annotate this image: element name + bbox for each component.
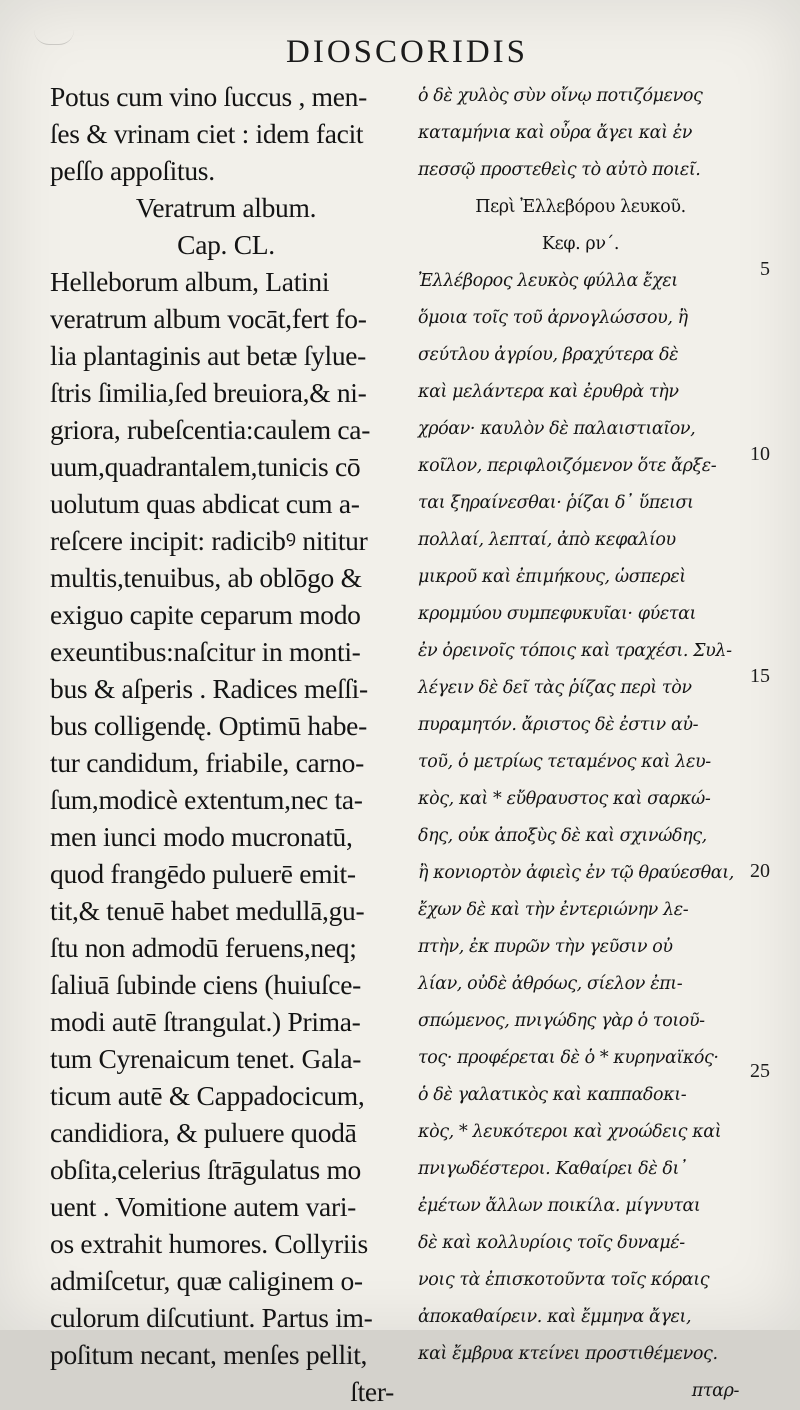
latin-line: Helleborum album, Latini [50,266,330,297]
page-edge-mark [34,30,74,45]
latin-line: os extrahit humores. Collyriis [50,1228,368,1259]
greek-line: δὲ καὶ κολλυρίοις τοῖς δυναμέ- [418,1233,685,1253]
greek-line: Κεφ. ρν´. [541,234,620,254]
latin-line: ſum,modicè extentum,nec ta- [50,784,363,815]
running-head: DIOSCORIDIS [286,34,529,70]
latin-line: ſtu non admodū feruens,neq; [50,932,357,963]
latin-line: exiguo capite ceparum modo [50,599,361,630]
latin-line: reſcere incipit: radicibꝰ nititur [50,525,368,556]
greek-line: καὶ ἔμβρυα κτείνει προστιθέμενος. [418,1344,718,1364]
greek-line: νοις τὰ ἐπισκοτοῦντα τοῖς κόραις [418,1270,710,1290]
greek-line: ὁ δὲ γαλατικὸς καὶ καππαδοκι- [418,1085,687,1105]
greek-line: πεσσῷ προστεθεὶς τὸ αὐτὸ ποιεῖ. [418,160,701,180]
greek-line: ται ξηραίνεσθαι· ῥίζαι δ᾽ ὕπεισι [418,493,694,513]
greek-line: καὶ μελάντερα καὶ ἐρυθρὰ τὴν [418,382,679,402]
greek-line: καταμήνια καὶ οὖρα ἄγει καὶ ἐν [418,123,692,143]
greek-line: Περὶ Ἐλλεβόρου λευκοῦ. [475,197,686,217]
latin-line: bus & aſperis . Radices meſſi- [50,673,368,704]
greek-line: Ἐλλέβορος λευκὸς φύλλα ἔχει [418,271,678,291]
latin-line: Cap. CL. [177,229,275,260]
line-number-15: 15 [750,665,770,687]
latin-line: admiſcetur, quæ caliginem o- [50,1265,363,1296]
latin-line: uent . Vomitione autem vari- [50,1191,357,1222]
greek-line: πολλαί, λεπταί, ἀπὸ κεφαλίου [418,530,676,550]
latin-line: veratrum album vocāt,fert fo- [50,303,367,334]
latin-catchword: ſter- [350,1376,394,1407]
latin-line: ſes & vrinam ciet : idem facit [50,118,364,149]
latin-line: tit,& tenuē habet medullā,gu- [50,895,365,926]
latin-line: multis,tenuibus, ab oblōgo & [50,562,362,593]
greek-line: σπώμενος, πνιγώδης γὰρ ὁ τοιοῦ- [418,1011,705,1031]
greek-line: ἔχων δὲ καὶ τὴν ἐντεριώνην λε- [418,900,689,920]
latin-line: uolutum quas abdicat cum a- [50,488,360,519]
greek-line: πτὴν, ἐκ πυρῶν τὴν γεῦσιν οὐ [418,937,673,957]
greek-line: σεύτλου ἀγρίου, βραχύτερα δὲ [418,345,679,365]
latin-line: ticum autē & Cappadocicum, [50,1080,365,1111]
latin-line: quod frangēdo puluerē emit- [50,858,356,889]
latin-line: exeuntibus:naſcitur in monti- [50,636,361,667]
line-number-20: 20 [750,860,770,882]
greek-line: ὅμοια τοῖς τοῦ ἀρνογλώσσου, ἢ [418,308,688,328]
greek-line: δης, οὐκ ἀποξὺς δὲ καὶ σχινώδης, [418,826,707,846]
latin-line: peſſo appoſitus. [50,155,215,186]
greek-line: πυραμητόν. ἄριστος δὲ ἐστιν αὐ- [418,715,699,735]
greek-line: κὸς, * λευκότεροι καὶ χνοώδεις καὶ [418,1122,722,1142]
latin-line: culorum diſcutiunt. Partus im- [50,1302,373,1333]
latin-line: tum Cyrenaicum tenet. Gala- [50,1043,362,1074]
greek-line: κοῖλον, περιφλοιζόμενον ὅτε ἄρξε- [418,456,717,476]
latin-line: uum,quadrantalem,tunicis cō [50,451,361,482]
greek-line: μικροῦ καὶ ἐπιμήκους, ὡσπερεὶ [418,567,686,587]
latin-column [50,78,402,1410]
greek-line: ἢ κονιορτὸν ἀφιεὶς ἐν τῷ θραύεσθαι, [418,863,734,883]
greek-line: ἐν ὀρεινοῖς τόποις καὶ τραχέσι. Συλ- [418,641,732,661]
greek-line: λέγειν δὲ δεῖ τὰς ῥίζας περὶ τὸν [418,678,692,698]
greek-line: κὸς, καὶ * εὔθραυστος καὶ σαρκώ- [418,789,711,809]
latin-line: obſita,celerius ſtrāgulatus mo [50,1154,361,1185]
greek-line: χρόαν· καυλὸν δὲ παλαιστιαῖον, [418,419,696,439]
latin-line: tur candidum, friabile, carno- [50,747,364,778]
latin-line: ſtris ſimilia,ſed breuiora,& ni- [50,377,367,408]
greek-line: πνιγωδέστεροι. Καθαίρει δὲ δι᾽ [418,1159,688,1179]
latin-line: griora, rubeſcentia:caulem ca- [50,414,371,445]
greek-line: ἀποκαθαίρειν. καὶ ἔμμηνα ἄγει, [418,1307,692,1327]
greek-line: κρομμύου συμπεφυκυῖαι· φύεται [418,604,696,624]
latin-line: modi autē ſtrangulat.) Prima- [50,1006,361,1037]
greek-catchword: πταρ- [691,1381,739,1401]
greek-line: λίαν, οὐδὲ ἀθρόως, σίελον ἐπι- [418,974,683,994]
latin-line: ſaliuā ſubinde ciens (huiuſce- [50,969,361,1000]
latin-line: men iunci modo mucronatū, [50,821,353,852]
line-number-5: 5 [760,258,770,280]
latin-line: Veratrum album. [135,192,317,223]
greek-line: ὁ δὲ χυλὸς σὺν οἴνῳ ποτιζόμενος [418,86,703,106]
line-number-25: 25 [750,1060,770,1082]
greek-column [418,78,743,1410]
greek-line: ἐμέτων ἄλλων ποικίλα. μίγνυται [418,1196,701,1216]
line-number-10: 10 [750,443,770,465]
latin-line: lia plantaginis aut betæ ſylue- [50,340,367,371]
latin-line: Potus cum vino ſuccus , men- [50,81,367,112]
latin-line: poſitum necant, menſes pellit, [50,1339,368,1370]
latin-line: bus colligendę. Optimū habe- [50,710,367,741]
greek-line: τοῦ, ὁ μετρίως τεταμένος καὶ λευ- [418,752,711,772]
greek-line: τος· προφέρεται δὲ ὁ * κυρηναϊκός· [418,1048,719,1068]
latin-line: candidiora, & puluere quodā [50,1117,357,1148]
